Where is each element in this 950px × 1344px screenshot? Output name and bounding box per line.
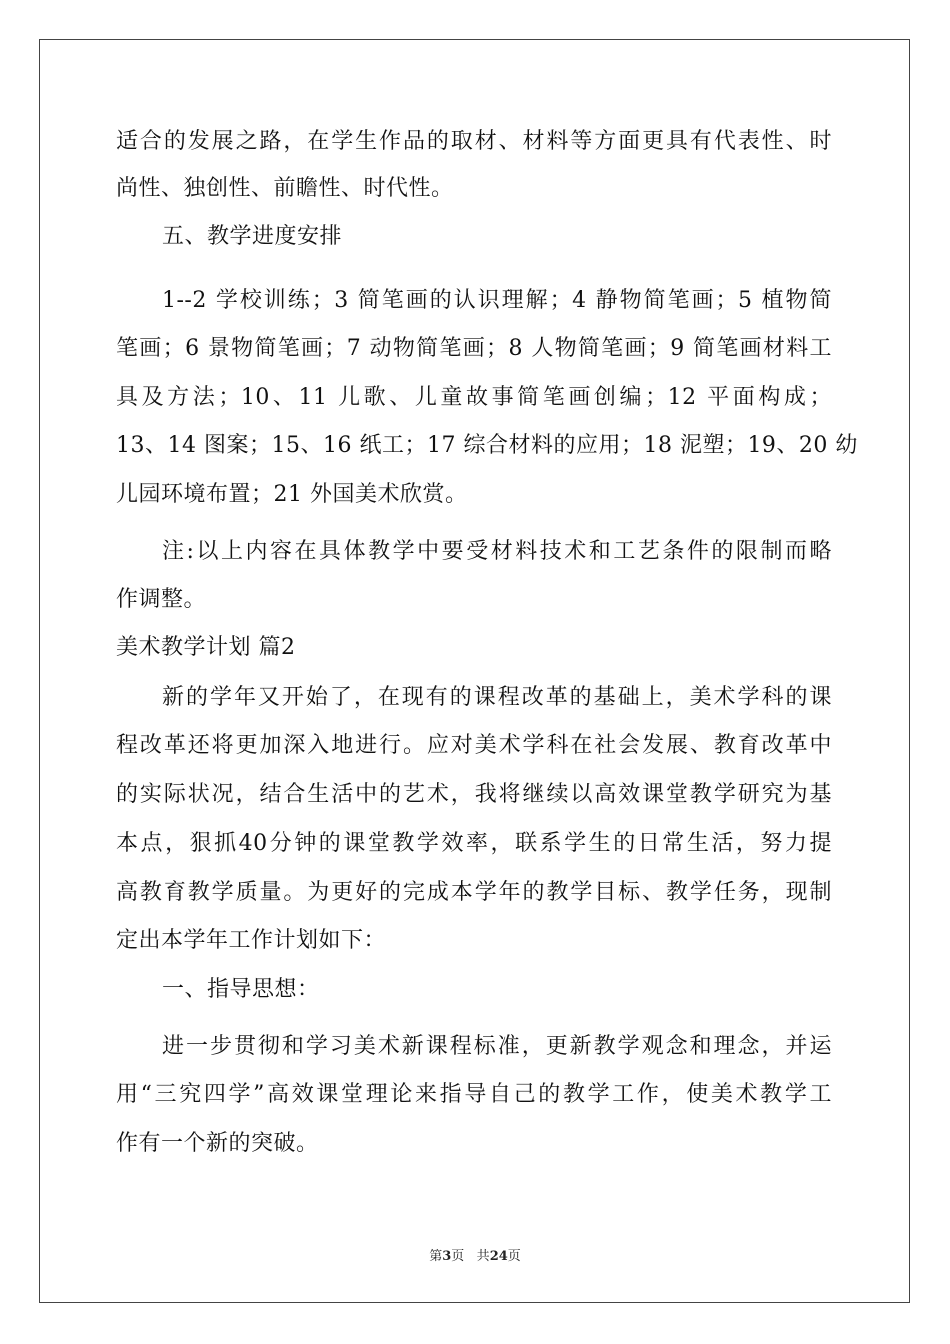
text-line: 的实际状况，结合生活中的艺术，我将继续以高效课堂教学研究为基 xyxy=(116,782,832,807)
text-line: 本点，狠抓40分钟的课堂教学效率，联系学生的日常生活，努力提 xyxy=(116,831,832,856)
text-line: 作有一个新的突破。 xyxy=(116,1131,319,1156)
text-line: 适合的发展之路，在学生作品的取材、材料等方面更具有代表性、时 xyxy=(116,129,832,154)
page-footer xyxy=(0,1248,950,1266)
text-line: 具及方法；10、11 儿歌、儿童故事简笔画创编；12 平面构成； xyxy=(116,385,832,410)
text-line: 儿园环境布置；21 外国美术欣赏。 xyxy=(116,482,468,507)
section-heading: 五、教学进度安排 xyxy=(162,224,343,249)
text-line: 13、14 图案；15、16 纸工；17 综合材料的应用；18 泥塑；19、20 幼 xyxy=(116,433,858,458)
text-line: 笔画；6 景物简笔画；7 动物简笔画；8 人物简笔画；9 简笔画材料工 xyxy=(116,336,832,361)
text-line: 程改革还将更加深入地进行。应对美术学科在社会发展、教育改革中 xyxy=(116,733,832,758)
footer-total-prefix: 共 xyxy=(476,1249,490,1264)
note-line: 注:以上内容在具体教学中要受材料技术和工艺条件的限制而略 xyxy=(162,539,832,564)
text-line: 用“三究四学”高效课堂理论来指导自己的教学工作，使美术教学工 xyxy=(116,1082,832,1107)
text-line: 尚性、独创性、前瞻性、时代性。 xyxy=(116,176,454,201)
total-pages: 24 xyxy=(489,1249,508,1264)
page-number: 3 xyxy=(442,1249,452,1264)
text-line: 新的学年又开始了，在现有的课程改革的基础上，美术学科的课 xyxy=(162,685,832,710)
text-line: 高教育教学质量。为更好的完成本学年的教学目标、教学任务，现制 xyxy=(116,880,832,905)
section-heading: 一、指导思想： xyxy=(162,977,320,1002)
text-line: 作调整。 xyxy=(116,587,207,612)
article-title: 美术教学计划 篇2 xyxy=(116,635,296,660)
text-line: 1--2 学校训练；3 简笔画的认识理解；4 静物简笔画；5 植物简 xyxy=(162,288,832,313)
footer-prefix: 第 xyxy=(429,1249,443,1264)
text-line: 定出本学年工作计划如下： xyxy=(116,928,387,953)
footer-page-suffix: 页 xyxy=(451,1249,465,1264)
text-line: 进一步贯彻和学习美术新课程标准，更新教学观念和理念，并运 xyxy=(162,1034,832,1059)
footer-total-suffix: 页 xyxy=(507,1249,521,1264)
